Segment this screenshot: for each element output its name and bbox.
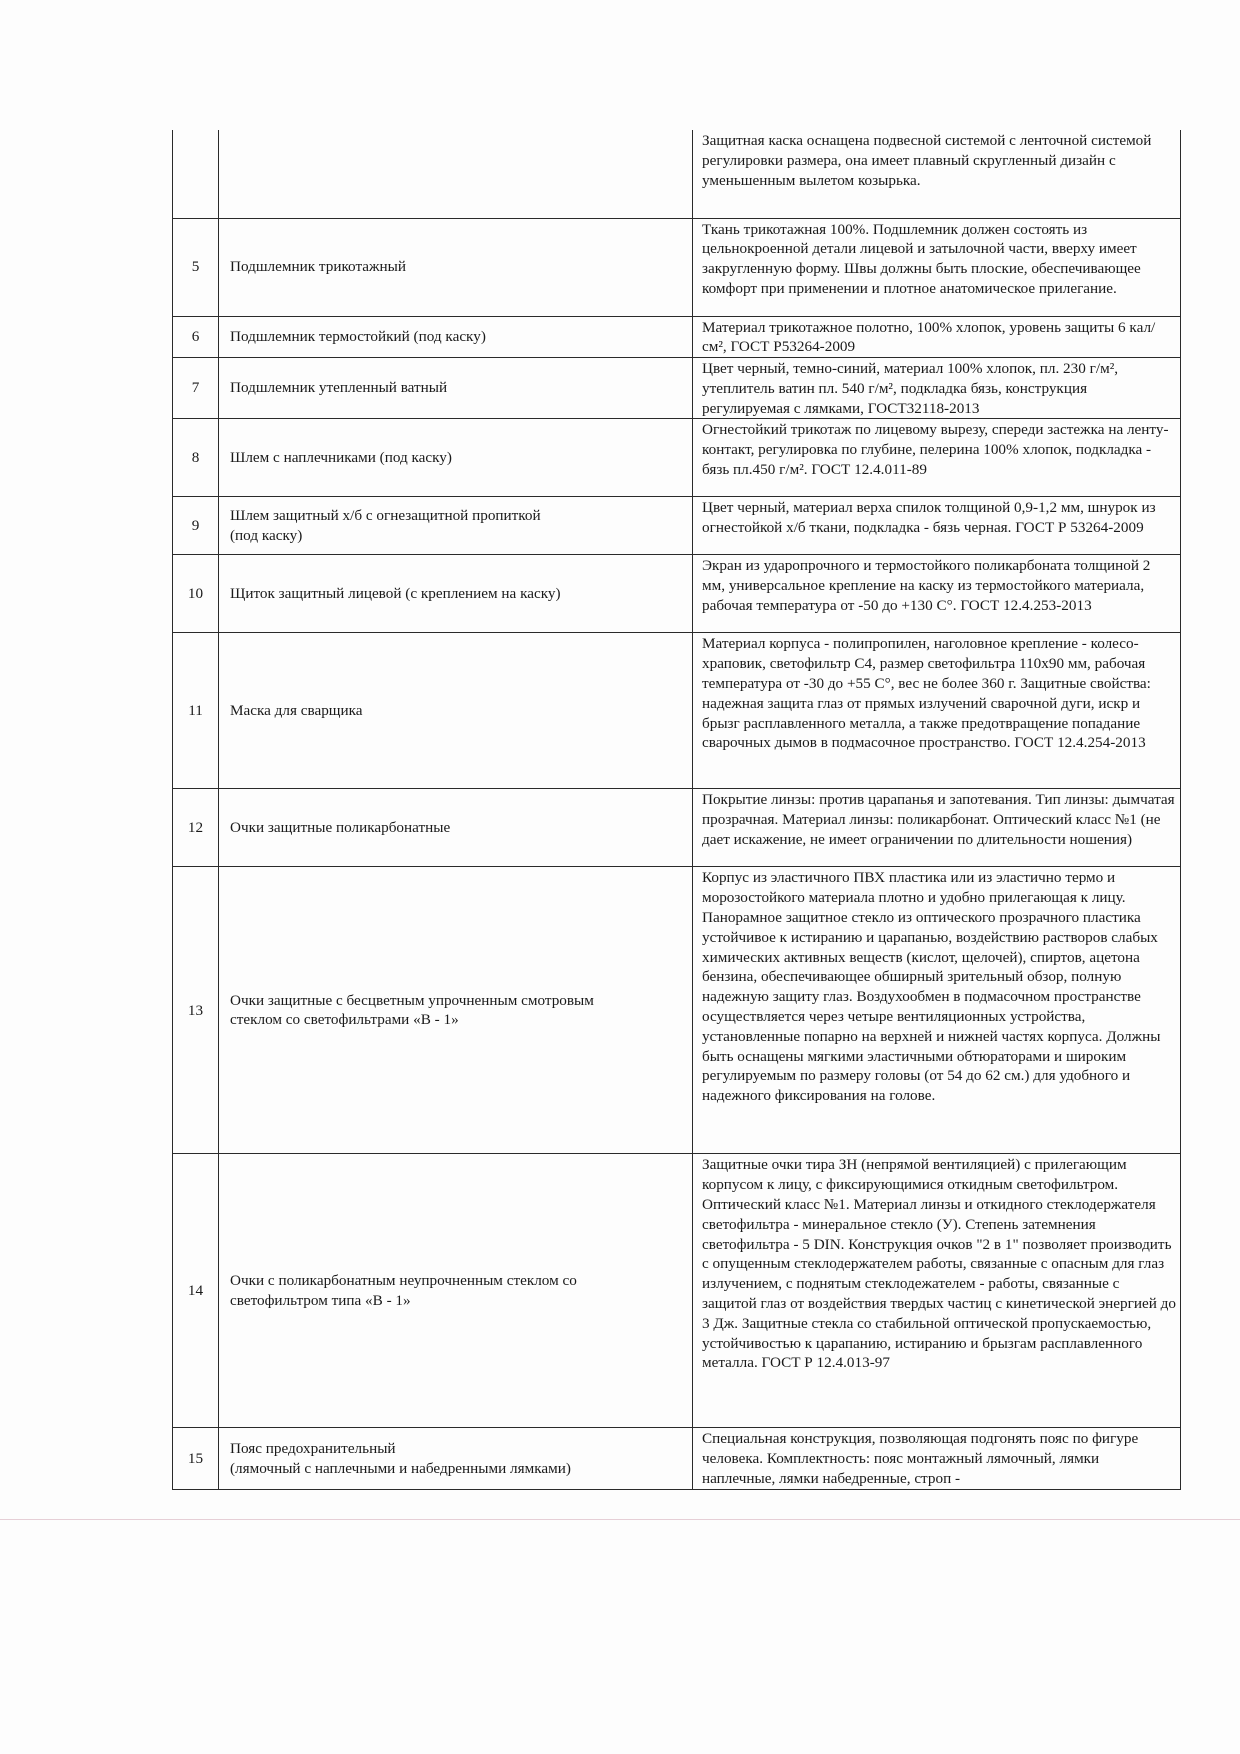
item-name-line: Пояс предохранительный: [230, 1439, 396, 1457]
item-name-line: Шлем с наплечниками (под каску): [230, 449, 452, 467]
row-number: 7: [173, 358, 219, 419]
item-name: [219, 555, 693, 633]
item-name-line: Подшлемник утепленный ватный: [230, 379, 448, 397]
item-name: [219, 130, 693, 218]
table-body: [173, 130, 1181, 1489]
item-name-line: (под каску): [230, 526, 303, 544]
item-description: Специальная конструкция, позволяющая подгонять пояс по фигуре человека. Комплектность: пояс монтажный лямочный, лямки наплечные, лямки набедренные, строп -: [693, 1428, 1181, 1489]
item-name: [219, 316, 693, 358]
table-row: [173, 358, 1181, 419]
item-name-line: светофильтром типа «В - 1»: [230, 1291, 411, 1309]
table-row: [173, 497, 1181, 555]
item-description: Защитные очки тира ЗН (непрямой вентиляцией) с прилегающим корпусом к лицу, с фиксирующимися откидным светофильтром. Оптический класс №1. Материал линзы и откидного стеклодержателя светофильтра - минеральное стекло (У). Степень затемнения светофильтра - 5 DIN. Конструкция очков "2 в 1" позволяет производить с опущенным стеклодержателем работы, связанные с опасным для глаз излучением, с поднятым стеклодежателем - работы, связанные с защитой глаз от воздействия твердых частиц с кинетической энергией до 3 Дж. Защитные стекла со стабильной оптической пропускаемостью, устойчивостью к царапанию, истиранию и брызгам расплавленного металла. ГОСТ Р 12.4.013-97: [693, 1154, 1181, 1428]
item-description: Ткань трикотажная 100%. Подшлемник должен состоять из цельнокроенной детали лицевой и затылочной части, вверху имеет закругленную форму. Швы должны быть плоские, обеспечивающее комфорт при применении и плотное анатомическое прилегание.: [693, 218, 1181, 316]
table-row: [173, 419, 1181, 497]
item-description: Материал корпуса - полипропилен, наголовное крепление - колесо-храповик, светофильтр С4, размер светофильтра 110х90 мм, рабочая температура от -30 до +55 С°, вес не более 360 г. Защитные свойства: надежная защита глаз от прямых излучений сварочной дуги, искр и брызг расплавленного металла, а также предотвращение попадание сварочных дымов в подмасочное пространство. ГОСТ 12.4.254-2013: [693, 633, 1181, 789]
row-number: 8: [173, 419, 219, 497]
item-description: Покрытие линзы: против царапанья и запотевания. Тип линзы: дымчатая прозрачная. Материал линзы: поликарбонат. Оптический класс №1 (не дает искажение, не имеет ограничении по длительности ношения): [693, 789, 1181, 867]
row-number: 12: [173, 789, 219, 867]
item-name-line: Очки с поликарбонатным неупрочненным стеклом со: [230, 1272, 577, 1290]
item-description: Материал трикотажное полотно, 100% хлопок, уровень защиты 6 кал/см², ГОСТ Р53264-2009: [693, 316, 1181, 358]
item-name-line: Щиток защитный лицевой (с креплением на каску): [230, 585, 561, 603]
table-row: [173, 555, 1181, 633]
item-name-line: Очки защитные с бесцветным упрочненным смотровым: [230, 991, 594, 1009]
ppe-specification-table: [172, 130, 1181, 1490]
row-number: 6: [173, 316, 219, 358]
item-name: [219, 1428, 693, 1489]
row-number: 14: [173, 1154, 219, 1428]
item-name: [219, 358, 693, 419]
item-name: [219, 1154, 693, 1428]
row-number: 15: [173, 1428, 219, 1489]
item-name-line: Маска для сварщика: [230, 702, 363, 720]
item-description: Экран из ударопрочного и термостойкого поликарбоната толщиной 2 мм, универсальное крепление на каску из термостойкого материала, рабочая температура от -50 до +130 С°. ГОСТ 12.4.253-2013: [693, 555, 1181, 633]
item-description: Огнестойкий трикотаж по лицевому вырезу, спереди застежка на ленту-контакт, регулировка по глубине, пелерина 100% хлопок, подкладка - бязь пл.450 г/м². ГОСТ 12.4.011-89: [693, 419, 1181, 497]
item-name-line: Подшлемник трикотажный: [230, 258, 406, 276]
item-description: Корпус из эластичного ПВХ пластика или из эластично термо и морозостойкого материала плотно и удобно прилегающая к лицу. Панорамное защитное стекло из оптического прозрачного пластика устойчивое к истиранию и царапанью, воздействию растворов слабых химических активных веществ (кислот, щелочей), спиртов, ацетона бензина, обеспечивающее обширный зрительный обзор, полную надежную защиту глаз. Воздухообмен в подмасочном пространстве осуществляется через четыре вентиляционных устройства, установленные попарно на верхней и нижней частях корпуса. Должны быть оснащены мягкими эластичными обтюраторами и широким регулируемым по размеру головы (от 54 до 62 см.) для удобного и надежного фиксирования на голове.: [693, 867, 1181, 1154]
item-name-line: Очки защитные поликарбонатные: [230, 819, 451, 837]
row-number: 10: [173, 555, 219, 633]
item-name-line: Шлем защитный х/б с огнезащитной пропиткой: [230, 507, 541, 525]
row-number: [173, 130, 219, 218]
item-name: [219, 218, 693, 316]
item-name-line: (лямочный с наплечными и набедренными лямками): [230, 1459, 571, 1477]
item-description: Цвет черный, материал верха спилок толщиной 0,9-1,2 мм, шнурок из огнестойкой х/б ткани, подкладка - бязь черная. ГОСТ Р 53264-2009: [693, 497, 1181, 555]
table-row: [173, 218, 1181, 316]
item-description: Защитная каска оснащена подвесной системой с ленточной системой регулировки размера, она имеет плавный скругленный дизайн с уменьшенным вылетом козырька.: [693, 130, 1181, 218]
item-name-line: Подшлемник термостойкий (под каску): [230, 327, 486, 345]
item-name: [219, 497, 693, 555]
table-row: [173, 1428, 1181, 1489]
row-number: 13: [173, 867, 219, 1154]
row-number: 5: [173, 218, 219, 316]
table-row: [173, 789, 1181, 867]
table-row: [173, 1154, 1181, 1428]
item-name: [219, 789, 693, 867]
item-description: Цвет черный, темно-синий, материал 100% хлопок, пл. 230 г/м², утеплитель ватин пл. 540 г/м², подкладка бязь, конструкция регулируемая с лямками, ГОСТ32118-2013: [693, 358, 1181, 419]
item-name-line: стеклом со светофильтрами «В - 1»: [230, 1011, 459, 1029]
table-row: [173, 316, 1181, 358]
row-number: 11: [173, 633, 219, 789]
row-number: 9: [173, 497, 219, 555]
table-row: [173, 130, 1181, 218]
table-row: [173, 633, 1181, 789]
item-name: [219, 867, 693, 1154]
scan-artifact-line: [0, 1519, 1240, 1520]
table-row: [173, 867, 1181, 1154]
item-name: [219, 633, 693, 789]
item-name: [219, 419, 693, 497]
